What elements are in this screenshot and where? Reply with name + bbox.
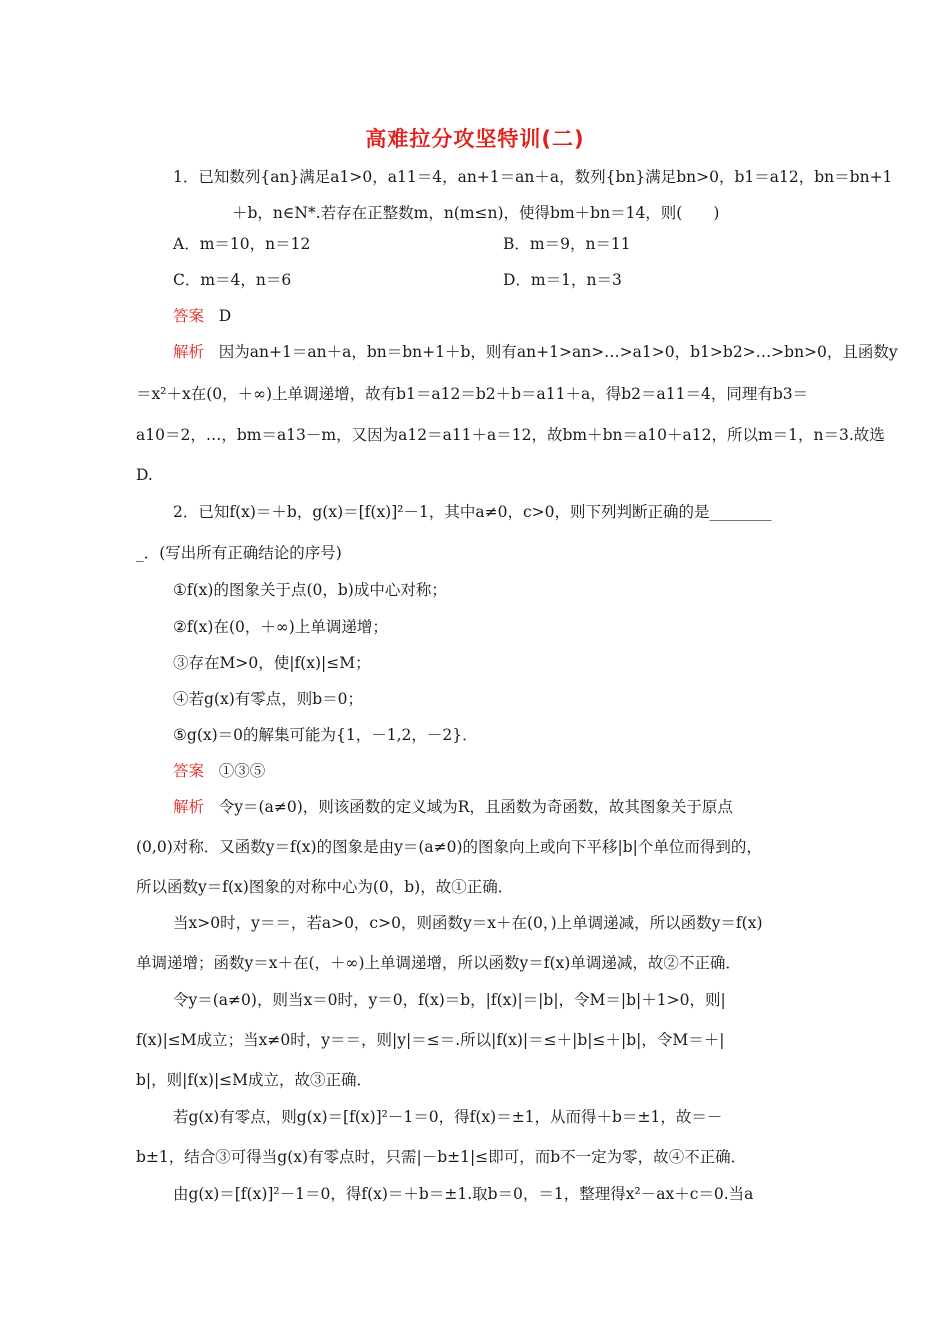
q2-analysis-line-11: 由g(x)＝[f(x)]²－1＝0，得f(x)＝＋b＝±1.取b＝0，＝1，整理得x²－ax＋c＝0.当a (173, 1185, 754, 1203)
q2-item-1: ①f(x)的图象关于点(0，b)成中心对称； (173, 581, 447, 599)
q1-analysis-line-4: D. (136, 466, 153, 484)
q2-analysis-line-3: 所以函数y＝f(x)图象的对称中心为(0，b)，故①正确． (136, 878, 514, 896)
q2-item-3: ③存在M>0，使|f(x)|≤M； (173, 654, 371, 672)
q2-item-4: ④若g(x)有零点，则b＝0； (173, 690, 364, 708)
answer-value: D (218, 307, 232, 325)
answer-label: 答案 (173, 762, 205, 780)
q1-option-d: D．m＝1，n＝3 (503, 271, 622, 289)
q1-option-a: A．m＝10，n＝12 (173, 235, 311, 253)
analysis-label: 解析 (173, 343, 205, 361)
q2-analysis-line-1 (173, 797, 733, 817)
analysis-text: 令y＝(a≠0)，则该函数的定义域为R，且函数为奇函数，故其图象关于原点 (218, 798, 733, 816)
q1-option-c: C．m＝4，n＝6 (173, 271, 292, 289)
q1-analysis-line-2: ＝x²＋x在(0，＋∞)上单调递增，故有b1＝a12＝b2＋b＝a11＋a，得b2＝a11＝4，同理有b3＝ (136, 385, 809, 403)
answer-value: ①③⑤ (218, 762, 266, 780)
q1-analysis-line-1 (173, 342, 898, 362)
q2-analysis-line-5: 单调递增；函数y＝x＋在(，＋∞)上单调递增，所以函数y＝f(x)单调递减，故②不正确． (136, 954, 741, 972)
q2-item-2: ②f(x)在(0，＋∞)上单调递增； (173, 618, 388, 636)
analysis-label: 解析 (173, 798, 205, 816)
q2-analysis-line-7: f(x)|≤M成立；当x≠0时，y＝＝，则|y|＝≤＝.所以|f(x)|＝≤＋|b|≤＋|b|，令M＝＋| (136, 1031, 725, 1049)
q1-stem-line-2: ＋b，n∈N*.若存在正整数m，n(m≤n)，使得bm＋bn＝14，则( ) (232, 204, 720, 222)
q2-item-5: ⑤g(x)＝0的解集可能为{1，－1,2，－2}． (173, 726, 478, 744)
q1-option-b: B．m＝9，n＝11 (503, 235, 631, 253)
q2-stem-line-1: 2．已知f(x)＝＋b，g(x)＝[f(x)]²－1，其中a≠0，c>0，则下列判断正确的是________ (173, 503, 772, 521)
q1-analysis-line-3: a10＝2，…，bm＝a13－m，又因为a12＝a11＋a＝12，故bm＋bn＝a10＋a12，所以m＝1，n＝3.故选 (136, 426, 885, 444)
answer-label: 答案 (173, 307, 205, 325)
q2-analysis-line-9: 若g(x)有零点，则g(x)＝[f(x)]²－1＝0，得f(x)＝±1，从而得＋b＝±1，故＝－ (173, 1108, 723, 1126)
q1-answer (173, 306, 231, 326)
q2-analysis-line-6: 令y＝(a≠0)，则当x＝0时，y＝0，f(x)＝b，|f(x)|＝|b|，令M＝|b|＋1>0，则| (173, 991, 726, 1009)
page-title: 高难拉分攻坚特训(二) (365, 127, 585, 151)
q2-analysis-line-2: (0,0)对称．又函数y＝f(x)的图象是由y＝(a≠0)的图象向上或向下平移|b|个单位而得到的， (136, 838, 762, 856)
q2-answer (173, 761, 265, 781)
q2-analysis-line-8: b|，则|f(x)|≤M成立，故③正确． (136, 1071, 373, 1089)
analysis-text: 因为an+1＝an＋a，bn＝bn+1＋b，则有an+1>an>…>a1>0，b1>b2>…>bn>0，且函数y (218, 343, 898, 361)
q2-analysis-line-4: 当x>0时，y＝＝，若a>0，c>0，则函数y＝x＋在(0，)上单调递减，所以函数y＝f(x) (173, 914, 763, 932)
q2-stem-line-2: _．(写出所有正确结论的序号) (136, 544, 342, 562)
q2-analysis-line-10: b±1，结合③可得当g(x)有零点时，只需|－b±1|≤即可，而b不一定为零，故④不正确． (136, 1148, 747, 1166)
q1-stem-line-1: 1．已知数列{an}满足a1>0，a11＝4，an+1＝an＋a，数列{bn}满足bn>0，b1＝a12，bn＝bn+1 (173, 168, 893, 186)
